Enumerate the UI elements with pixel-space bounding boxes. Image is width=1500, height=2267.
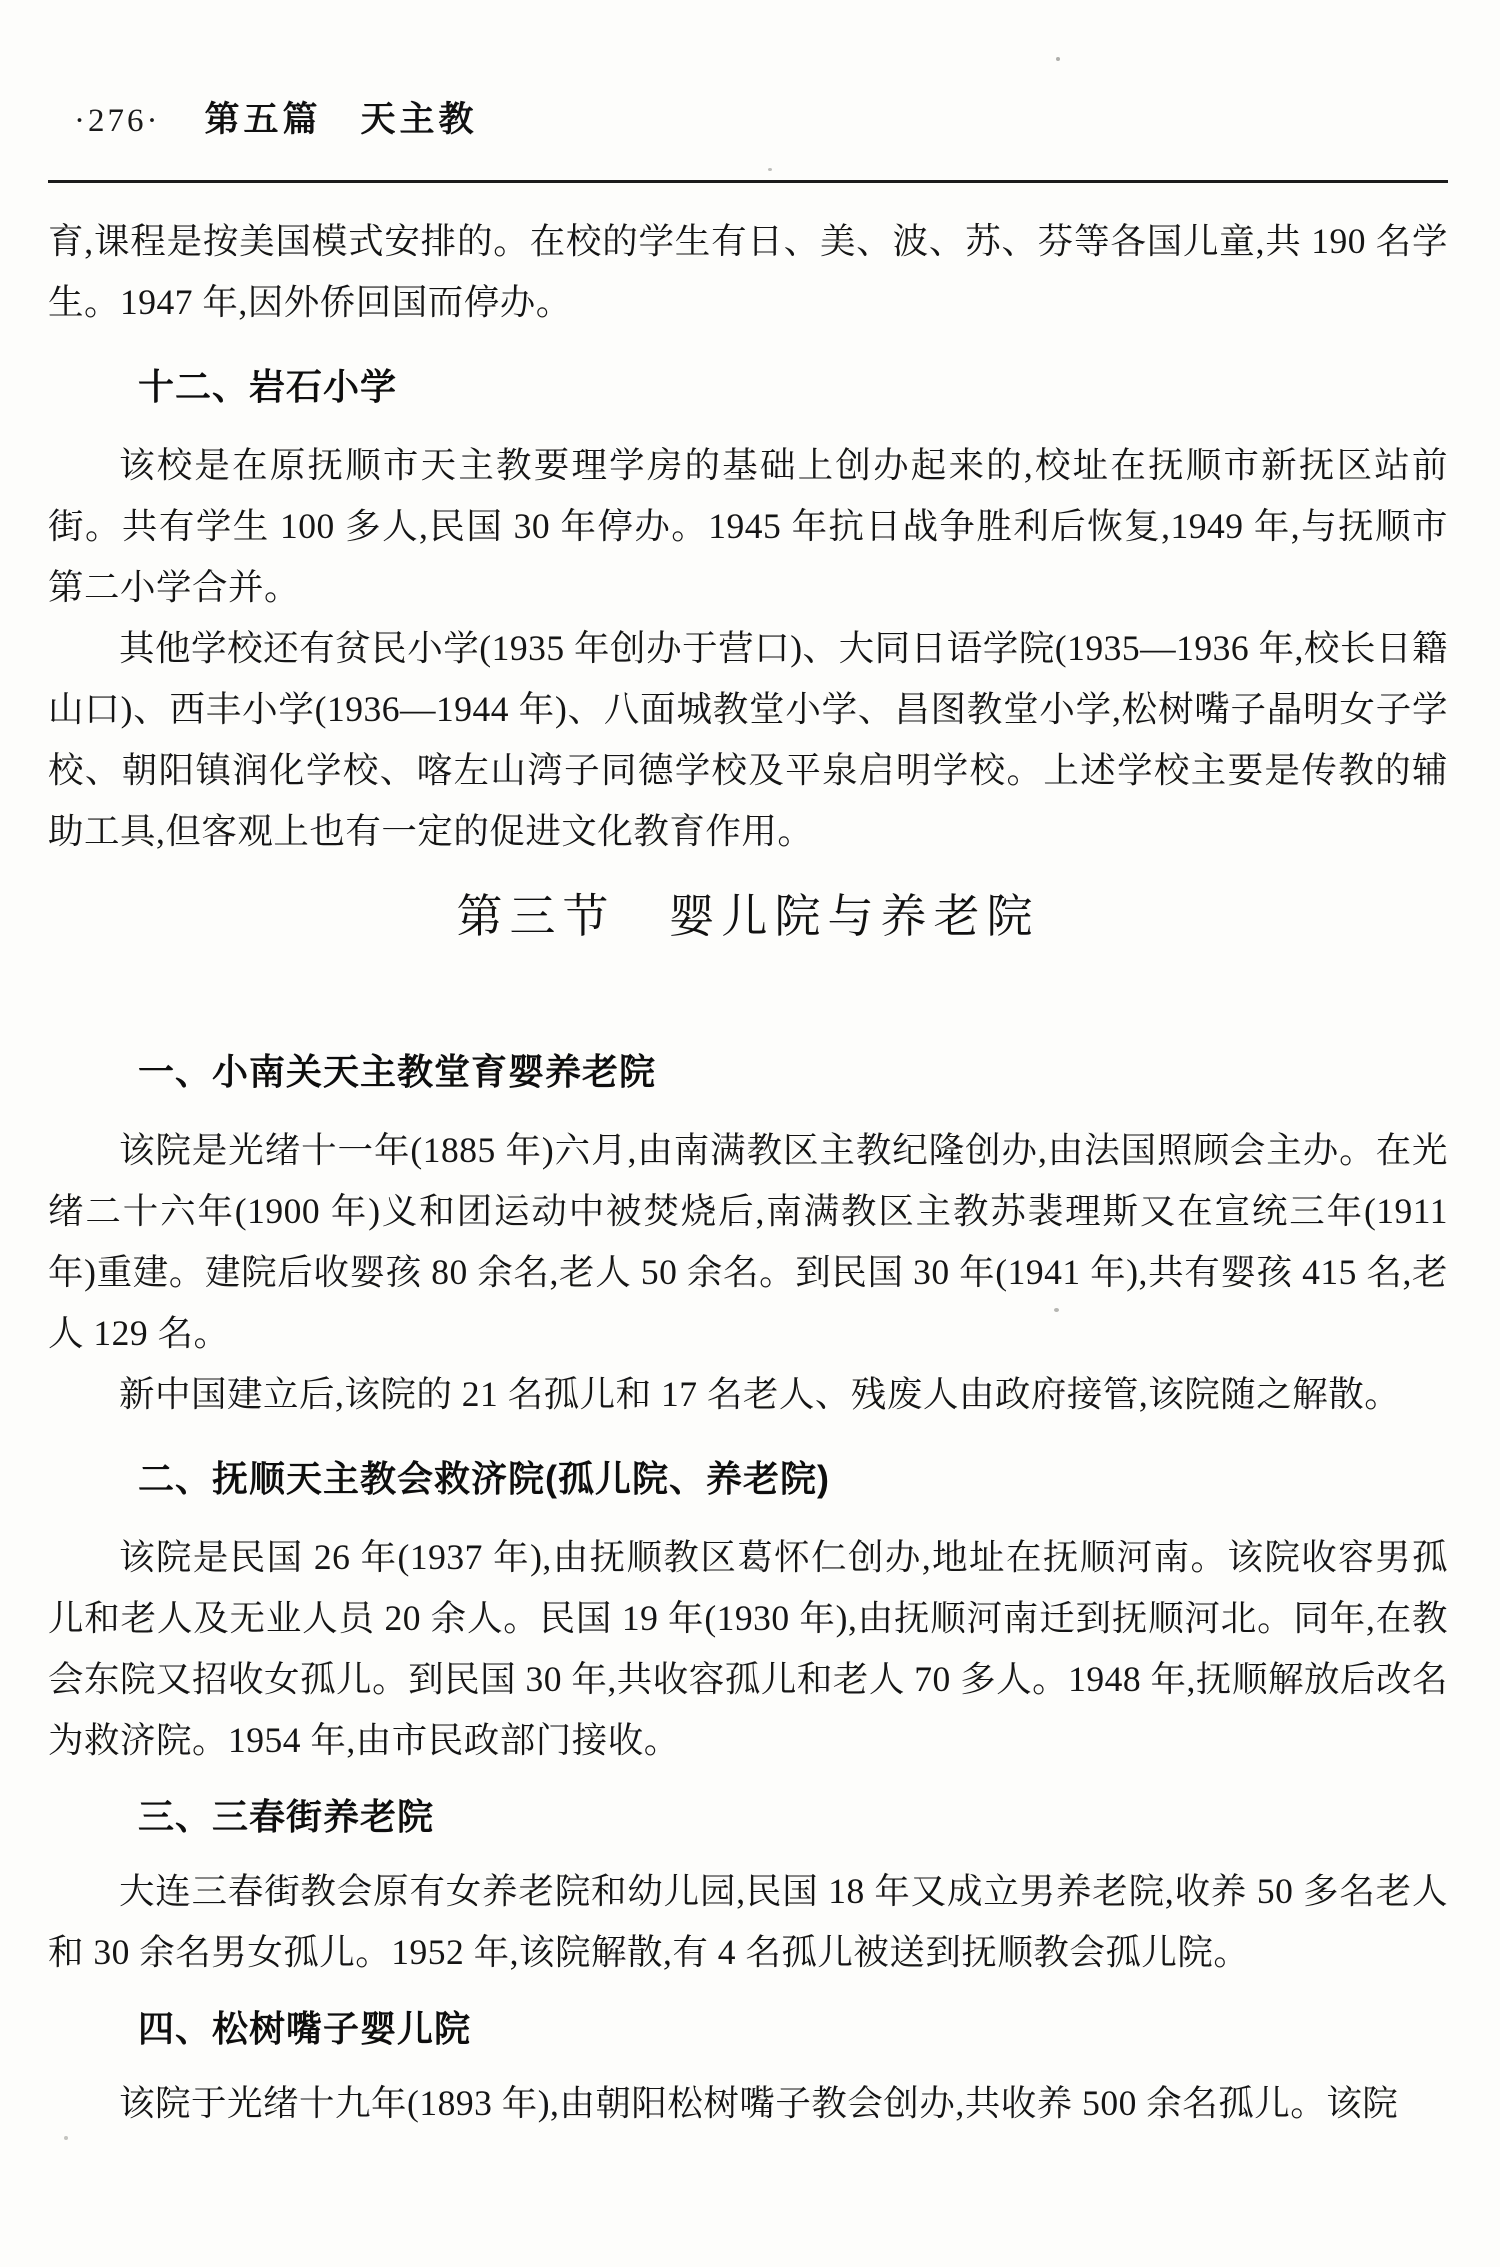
part-title: 第五篇 天主教 — [204, 100, 478, 139]
paragraph-orphanage-4: 该院于光绪十九年(1893 年),由朝阳松树嘴子教会创办,共收养 500 余名孤儿。该院 — [119, 2083, 1399, 2123]
paragraph-orphanage-1b: 新中国建立后,该院的 21 名孤儿和 17 名老人、残废人由政府接管,该院随之解散。 — [119, 1374, 1401, 1414]
scan-speckle — [768, 168, 772, 171]
page-number: ·276· — [74, 103, 161, 139]
heading-orphanage-3: 三、三春街养老院 — [138, 1796, 435, 1837]
running-header — [48, 92, 1448, 139]
paragraph-other-schools: 其他学校还有贫民小学(1935 年创办于营口)、大同日语学院(1935—1936 年,校长日籍山口)、西丰小学(1936—1944 年)、八面城教堂小学、昌图教堂小学,松树嘴子晶明女子学校、朝阳镇润化学校、喀左山湾子同德学校及平泉启明学校。上述学校主要是传教的辅助工具,但客观上也有一定的促进文化教育作用。 — [48, 628, 1448, 851]
heading-orphanage-1: 一、小南关天主教堂育婴养老院 — [138, 1051, 657, 1092]
paragraph-orphanage-1a: 该院是光绪十一年(1885 年)六月,由南满教区主教纪隆创办,由法国照顾会主办。在光绪二十六年(1900 年)义和团运动中被焚烧后,南满教区主教苏裴理斯又在宣统三年(1911 年)重建。建院后收婴孩 80 余名,老人 50 余名。到民国 30 年(1941 年),共有婴孩 415 名,老人 129 名。 — [48, 1130, 1448, 1353]
header-rule — [48, 180, 1448, 183]
section-title: 第三节 婴儿院与养老院 — [456, 891, 1040, 942]
scan-speckle — [1056, 57, 1060, 61]
paragraph-school-12: 该校是在原抚顺市天主教要理学房的基础上创办起来的,校址在抚顺市新抚区站前街。共有学生 100 多人,民国 30 年停办。1945 年抗日战争胜利后恢复,1949 年,与抚顺市第二小学合并。 — [48, 445, 1448, 607]
paragraph-orphanage-3: 大连三春街教会原有女养老院和幼儿园,民国 18 年又成立男养老院,收养 50 多名老人和 30 余名男女孤儿。1952 年,该院解散,有 4 名孤儿被送到抚顺教会孤儿院。 — [48, 1871, 1448, 1972]
heading-orphanage-4: 四、松树嘴子婴儿院 — [138, 2008, 472, 2049]
scan-speckle — [1054, 1308, 1059, 1312]
heading-orphanage-2: 二、抚顺天主教会救济院(孤儿院、养老院) — [138, 1458, 830, 1499]
paragraph-orphanage-2: 该院是民国 26 年(1937 年),由抚顺教区葛怀仁创办,地址在抚顺河南。该院收容男孤儿和老人及无业人员 20 余人。民国 19 年(1930 年),由抚顺河南迁到抚顺河北。同年,在教会东院又招收女孤儿。到民国 30 年,共收容孤儿和老人 70 多人。1948 年,抚顺解放后改名为救济院。1954 年,由市民政部门接收。 — [48, 1537, 1448, 1760]
heading-school-12: 十二、岩石小学 — [138, 366, 398, 407]
paragraph-intro-continuation: 育,课程是按美国模式安排的。在校的学生有日、美、波、苏、芬等各国儿童,共 190 名学生。1947 年,因外侨回国而停办。 — [48, 221, 1448, 322]
scan-speckle — [64, 2136, 68, 2140]
